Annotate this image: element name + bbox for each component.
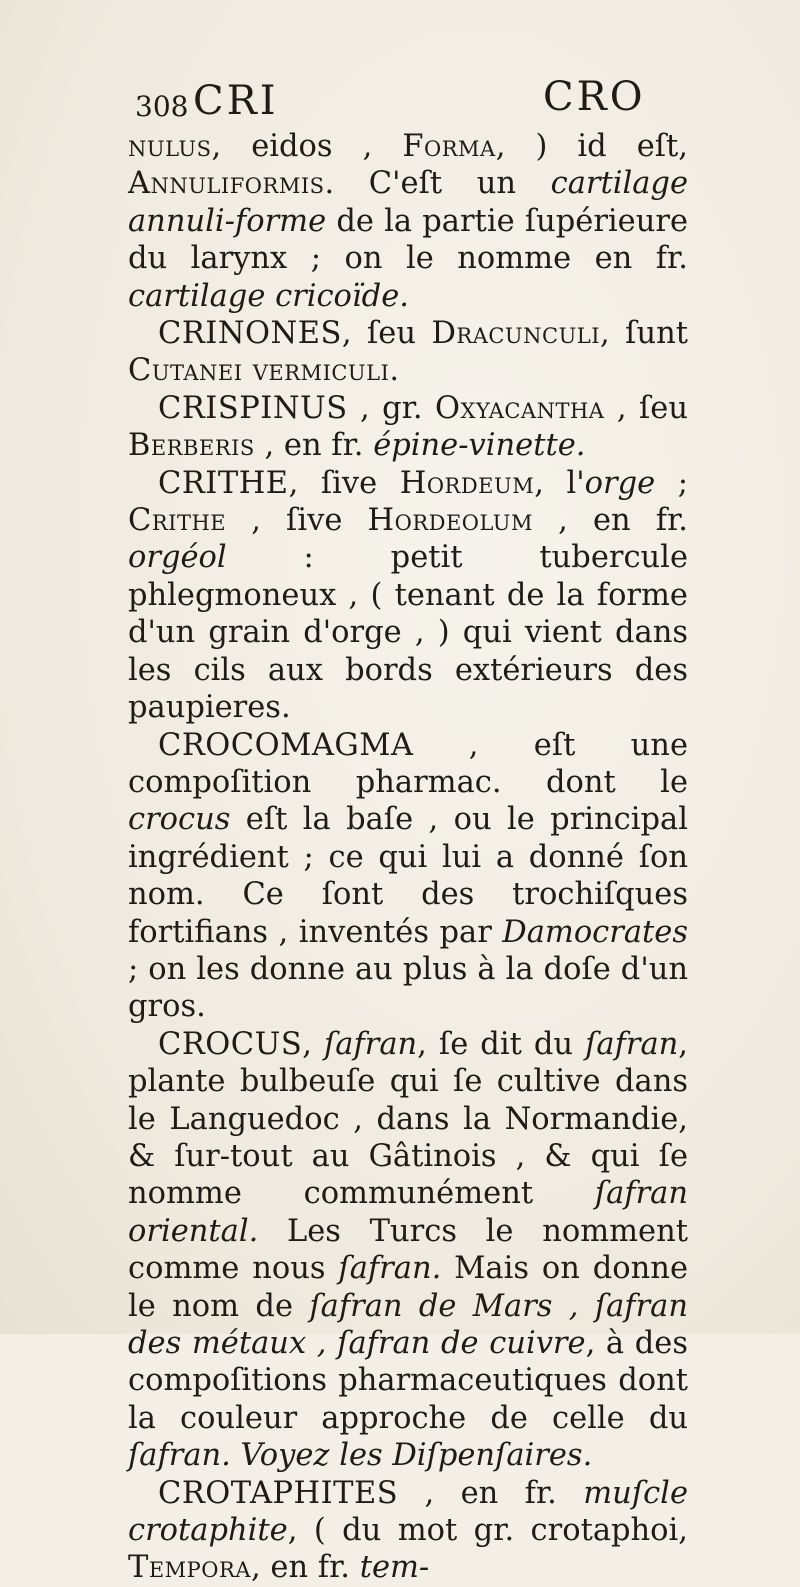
header-right-word: CRO: [543, 74, 646, 120]
entry-continuation: nulus, eidos , Forma, ) id eſt, Annuliformis. C'eſt un cartilage annuli-forme de la partie ſupérieure du larynx ; on le nomme en fr. cartilage cricoïde.: [128, 129, 688, 314]
entry-crispinus: CRISPINUS , gr. Oxyacantha , ſeu Berberis , en fr. épine-vinette.: [128, 390, 688, 464]
entry-crotaphites: CROTAPHITES , en fr. muſcle crotaphite, ( du mot gr. crotaphoi, Tempora, en fr. tem-: [128, 1475, 688, 1586]
entry-crocomagma: CROCOMAGMA , eſt une compoſition pharmac. dont le crocus eſt la baſe , ou le principal ingrédient ; ce qui lui a donné ſon nom. Ce ſont des trochiſques fortifians , inventés par Damocrates ; on les donne au plus à la doſe d'un gros.: [128, 727, 688, 1025]
running-header: [135, 76, 675, 126]
dictionary-text: [128, 128, 688, 1587]
headword: CRITHE: [158, 465, 289, 501]
header-left-word: CRI: [193, 78, 279, 124]
entry-crinones: CRINONES, ſeu Dracunculi, ſunt Cutanei vermiculi.: [128, 316, 688, 389]
headword: CRISPINUS: [158, 390, 348, 426]
entry-crithe: CRITHE, ſive Hordeum, l'orge ; Crithe , ſive Hordeolum , en fr. orgéol : petit tubercule phlegmoneux , ( tenant de la forme d'un grain d'orge , ) qui vient dans les cils aux bords extérieurs des paupieres.: [128, 465, 688, 726]
page-number: 308: [135, 90, 189, 123]
headword: CROCOMAGMA: [158, 727, 414, 763]
headword: CROTAPHITES: [158, 1475, 399, 1511]
entry-crocus: CROCUS, ſafran, ſe dit du ſafran, plante bulbeuſe qui ſe cultive dans le Languedoc , dans la Normandie, & ſur-tout au Gâtinois , & qui ſe nomme communément ſafran oriental. Les Turcs le nomment comme nous ſafran. Mais on donne le nom de ſafran de Mars , ſafran des métaux , ſafran de cuivre, à des compoſitions pharmaceutiques dont la couleur approche de celle du ſafran. Voyez les Diſpenſaires.: [128, 1026, 689, 1474]
headword: CROCUS: [158, 1026, 303, 1062]
headword: CRINONES: [158, 316, 342, 352]
